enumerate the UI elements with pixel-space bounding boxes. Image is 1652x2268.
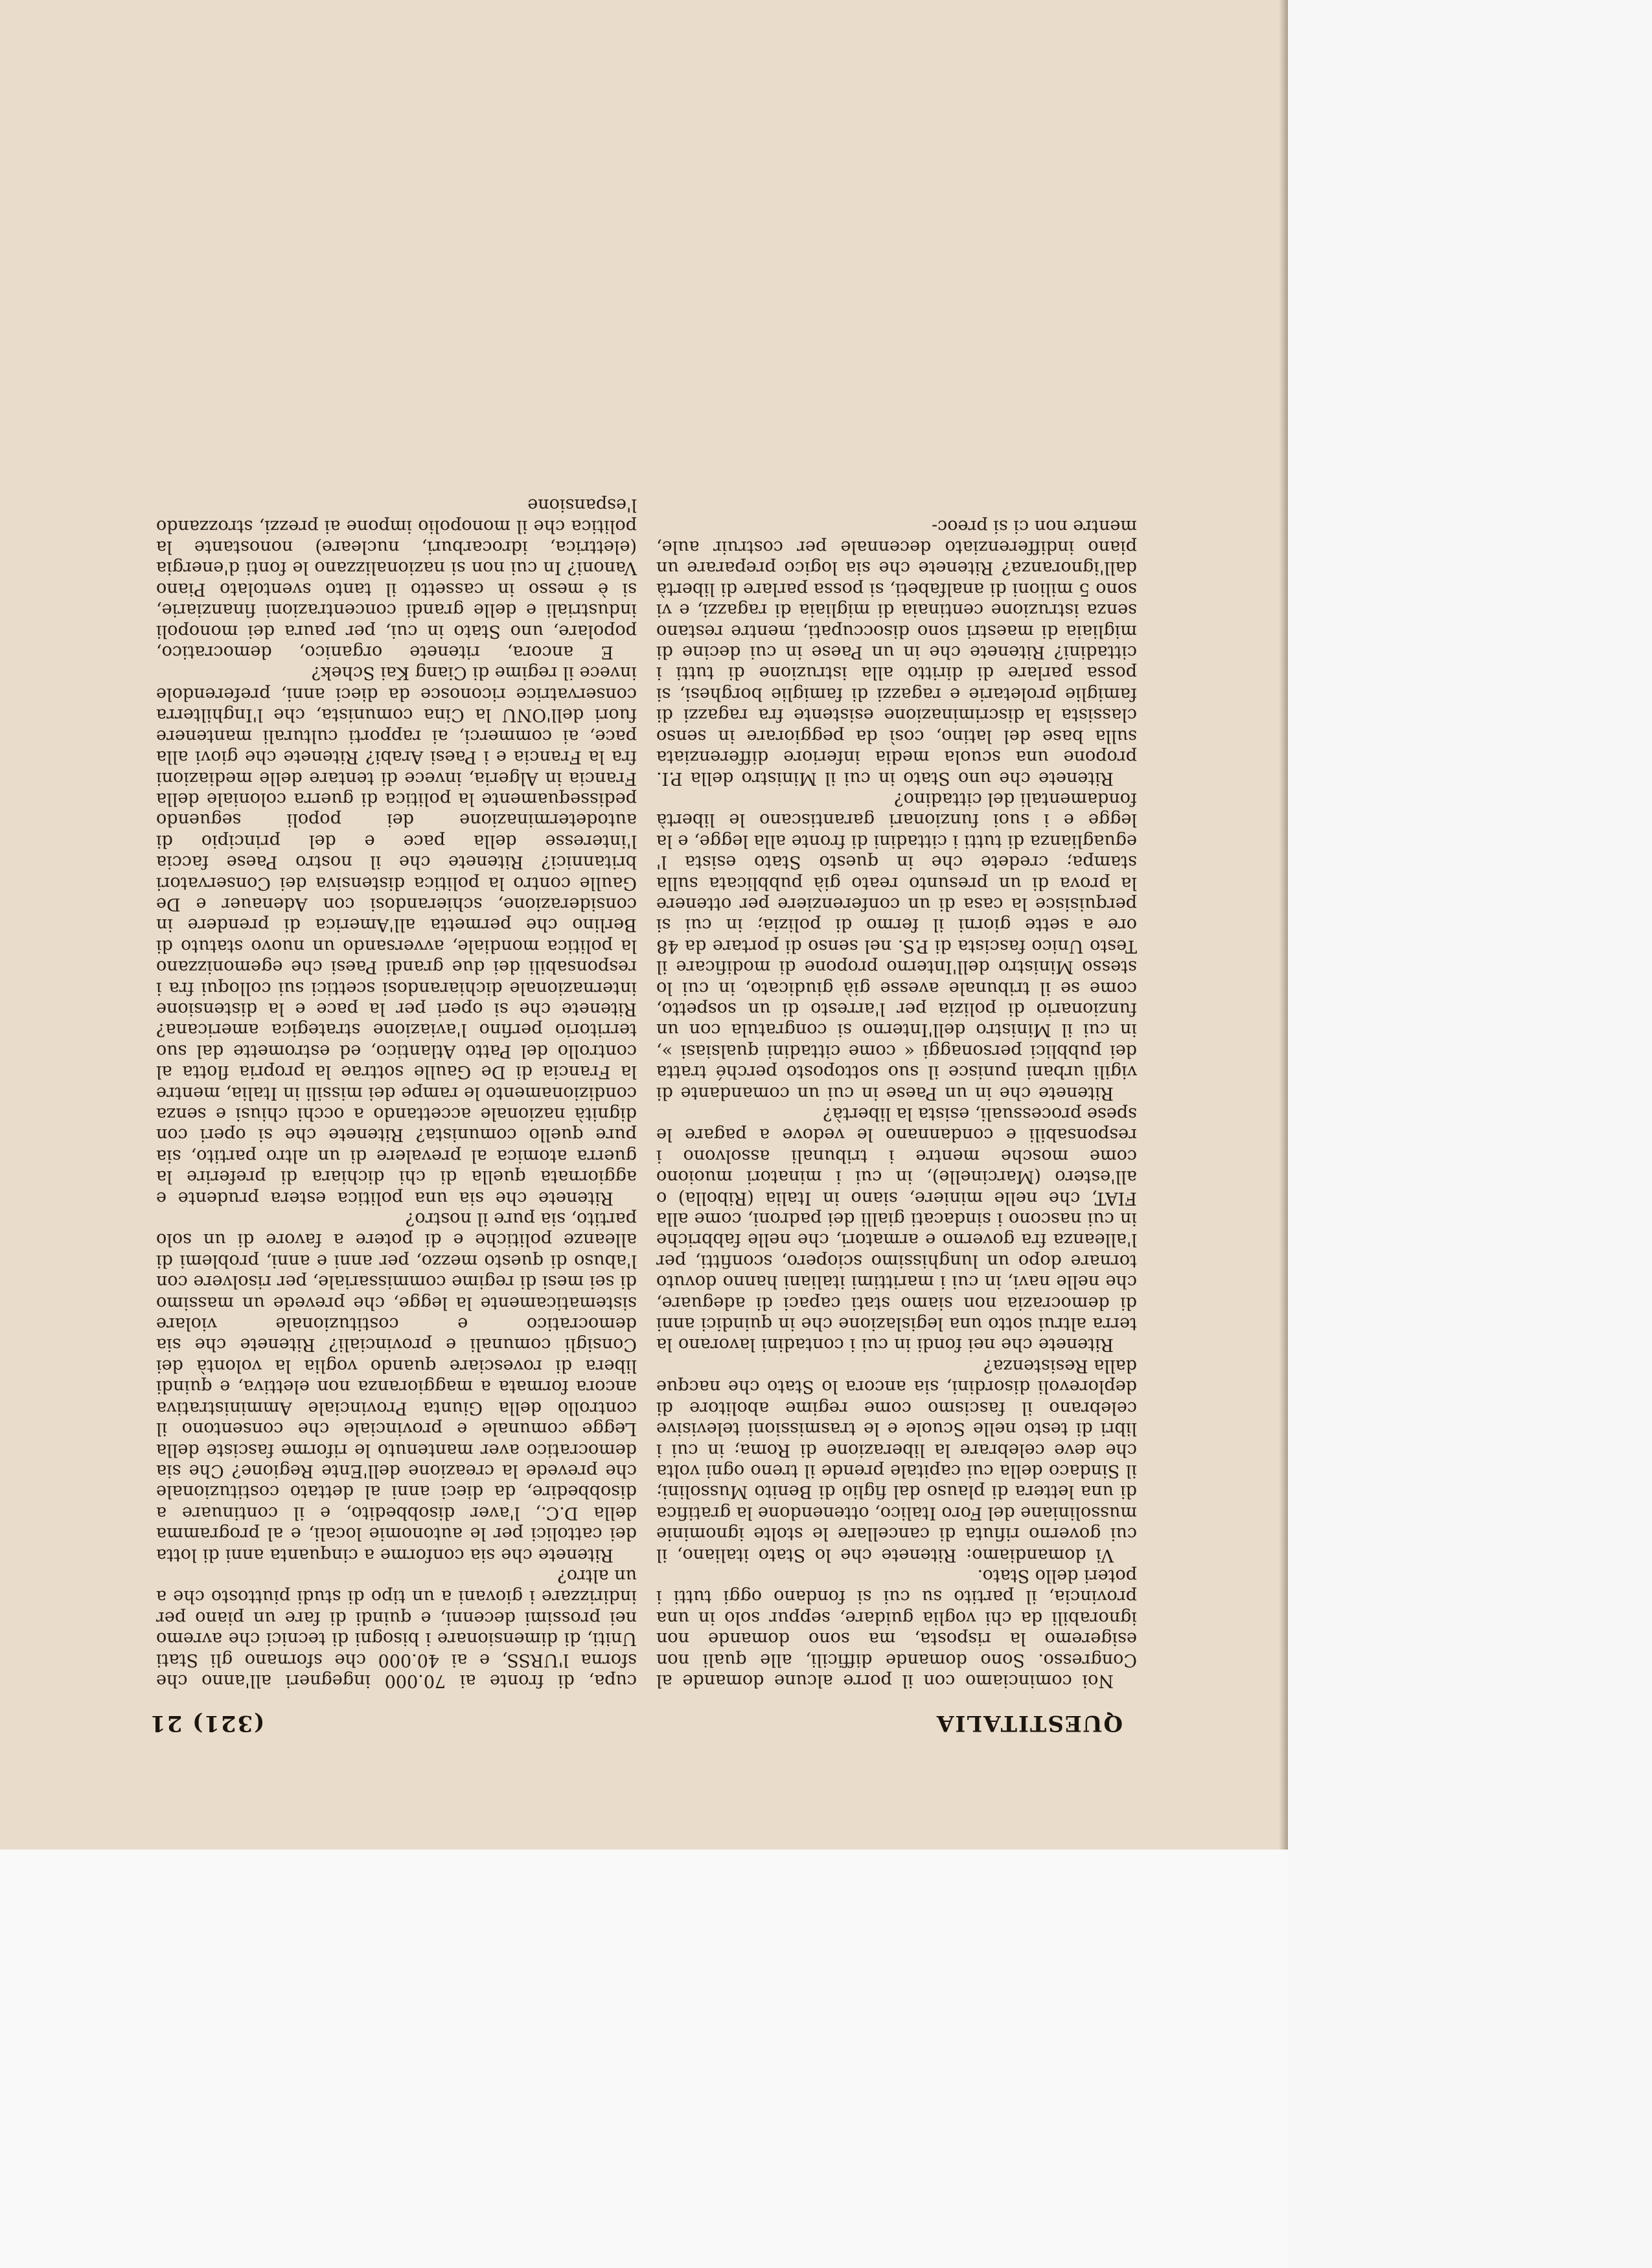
- running-header: [149, 1697, 1123, 1736]
- paragraph: Vi domandiamo: Ritenete che lo Stato italiano, il cui governo rifiuta di cancellare le stolte ignominie mussoliniane del Foro Italico, ottenendone la gratifica di una lettera di plauso dal figlio di Benito Mussolini; il Sindaco della cui capitale prende il treno ogni volta che deve celebrare la liberazione di Roma; in cui i libri di testo nelle Scuole e le trasmissioni televisive celebrano il fascismo come regime abolitore di deplorevoli disordini, sia ancora lo Stato che nacque dalla Resistenza?: [656, 1355, 1137, 1565]
- paragraph: Ritenete che in un Paese in cui un comandante di vigili urbani punisce il suo sottoposto perché tratta dei pubblici personaggi « come cittadini qualsiasi », in cui il Ministro dell'Interno si congratula con un funzionario di polizia per l'arresto di un sospetto, come se il tribunale avesse già giudicato, in cui lo stesso Ministro dell'Interno propone di modificare il Testo Unico fascista di P.S. nel senso di portare da 48 ore a sette giorni il fermo di polizia; in cui si perquisisce la casa di un conferenziere per ottenere la prova di un presunto reato già pubblicata sulla stampa; credete che in questo Stato esista l' eguaglianza di tutti i cittadini di fronte alla legge, e la legge e i suoi funzionari garantiscano le libertà fondamentali del cittadino?: [656, 788, 1137, 1103]
- page-number: (321) 21: [149, 1710, 265, 1736]
- scanner-background-bottom: [0, 1850, 1288, 2268]
- paragraph: E ancora, ritenete organico, democratico, popolare, uno Stato in cui, per paura dei monopoli industriali e delle grandi concentrazioni finanziarie, si è messo in cassetto il tanto sventolato Piano Vanoni? In cui non si nazionalizzano le fonti d'energia (elettrica, idrocarburi, nucleare) nonostante la politica che il monopolio impone ai prezzi, strozzando l'espansione: [156, 495, 637, 663]
- right-text-column: [156, 266, 637, 1691]
- paragraph: cupa, di fronte ai 70.000 ingegneri all'anno che sforna l'URSS, e ai 40.000 che sfornano gli Stati Uniti, di dimensionare i bisogni di tecnici che avremo nei prossimi decenni, e quindi di fare un piano per indirizzare i giovani a un tipo di studi piuttosto che a un altro?: [156, 1565, 637, 1691]
- left-text-column: [656, 266, 1137, 1691]
- paragraph: Ritenete che nei fondi in cui i contadini lavorano la terra altrui sotto una legislazione che in quindici anni di democrazia non siamo stati capaci di adeguare, che nelle navi, in cui i marittimi italiani hanno dovuto tornare dopo un lunghissimo sciopero, sconfitti, per l'alleanza fra governo e armatori, che nelle fabbriche in cui nascono i sindacati gialli dei padroni, come alla FIAT, che nelle miniere, siano in Italia (Ribolla) o all'estero (Marcinelle), in cui i minatori muoiono come mosche mentre i tribunali assolvono i responsabili e condannano le vedove a pagare le spese processuali, esista la libertà?: [656, 1104, 1137, 1355]
- paragraph: Ritenete che uno Stato in cui il Ministro della P.I. propone una scuola media inferiore differenziata sulla base del latino, così da peggiorare in senso classista la discriminazione esistente fra ragazzi di famiglie proletarie e ragazzi di famiglie borghesi, si possa parlare di diritto alla istruzione di tutti i cittadini? Ritenete che in un Paese in cui decine di migliaia di maestri sono disoccupati, mentre restano senza istruzione centinaia di migliaia di ragazzi, e vi sono 5 milioni di analfabeti, si possa parlare di libertà dall'ignoranza? Ritenete che sia logico preparare un piano indifferenziato decennale per costruir aule, mentre non ci si preoc-: [656, 516, 1137, 788]
- paragraph: Ritenete che sia conforme a cinquanta anni di lotta dei cattolici per le autonomie locali, e al programma della D.C., l'aver disobbedito, e il continuare a disobbedire, da dieci anni al dettato costituzionale che prevede la creazione dell'Ente Regione? Che sia democratico aver mantenuto le riforme fasciste della Legge comunale e provinciale che consentono il controllo della Giunta Provinciale Amministrativa ancora formata a maggioranza non elettiva, e quindi libera di rovesciare quando voglia la volontà dei Consigli comunali e provinciali? Ritenete che sia democratico e costituzionale violare sistematicamente la legge, che prevede un massimo di sei mesi di regime commissariale, per risolvere con l'abuso di questo mezzo, per anni e anni, problemi di alleanze politiche e di potere a favore di un solo partito, sia pure il nostro?: [156, 1209, 637, 1565]
- scanner-background-right: [1288, 0, 1652, 2268]
- magazine-title: QUESTITALIA: [935, 1710, 1123, 1736]
- paragraph: Noi cominciamo con il porre alcune domande al Congresso. Sono domande difficili, alle quali non esigeremo la risposta, ma sono domande non ignorabili da chi voglia guidare, seppur solo in una provincia, il partito su cui si fondano oggi tutti i poteri dello Stato.: [656, 1565, 1137, 1691]
- paragraph: Ritenete che sia una politica estera prudente e aggiornata quella di chi dichiara di preferire la guerra atomica al prevalere di un altro partito, sia pure quello comunista? Ritenete che si operi con dignità nazionale accettando a occhi chiusi e senza condizionamento le rampe dei missili in Italia, mentre la Francia di De Gaulle sottrae la propria flotta al controllo del Patto Atlantico, ed estromette dal suo territorio perfino l'aviazione strategica americana? Ritenete che si operi per la pace e la distensione internazionale dichiarandosi scettici sui colloqui fra i responsabili dei due grandi Paesi che egemonizzano la politica mondiale, avversando un nuovo statuto di Berlino che permetta all'America di prendere in considerazione, schierandosi con Adenauer e De Gaulle contro la politica distensiva dei Conservatori britannici? Ritenete che il nostro Paese faccia l'interesse della pace e del principio di autodeterminazione dei popoli seguendo pedissequamente la politica di guerra coloniale della Francia in Algeria, invece di tentare delle mediazioni fra la Francia e i Paesi Arabi? Ritenete che giovi alla pace, ai commerci, ai rapporti culturali mantenere fuori dell'ONU la Cina comunista, che l'Inghilterra conservatrice riconosce da dieci anni, preferendole invece il regime di Ciang Kai Schek?: [156, 663, 637, 1208]
